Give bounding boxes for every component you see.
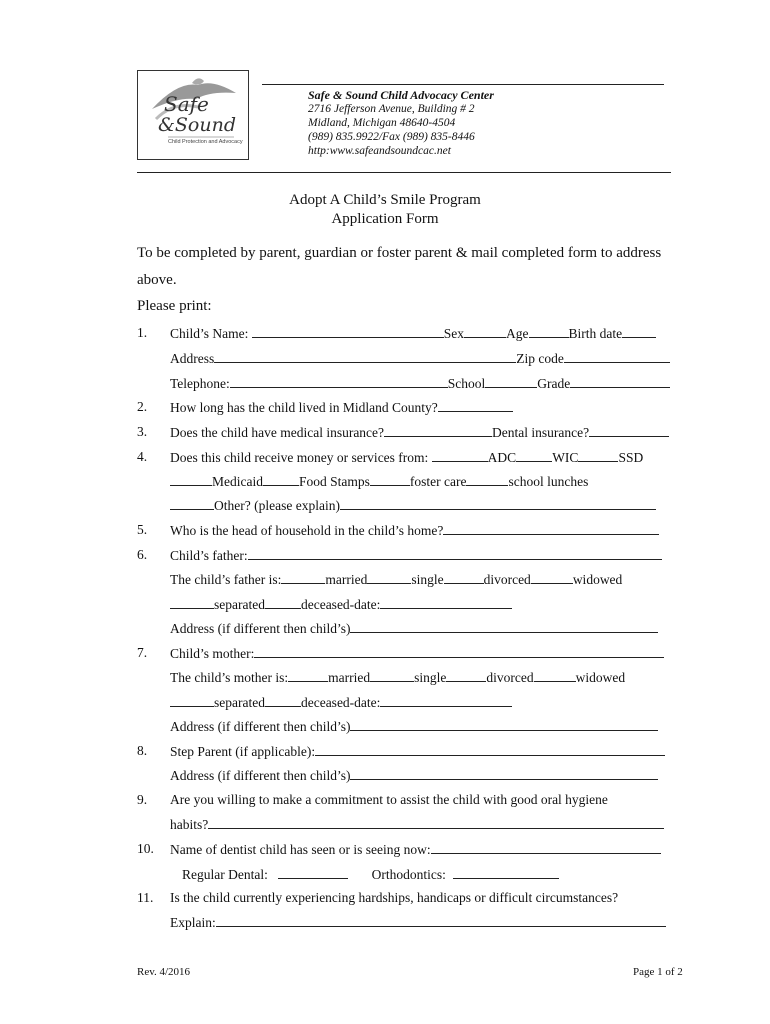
q5-row: Who is the head of household in the child’s home?: [170, 522, 659, 539]
q6-status-row: The child’s father is: married single divorced widowed: [170, 572, 623, 587]
logo-tagline: Child Protection and Advocacy: [168, 139, 243, 145]
father-single-field[interactable]: [367, 571, 411, 584]
item-number: 7.: [137, 645, 148, 660]
mother-single-field[interactable]: [370, 669, 414, 682]
address-line-1: 2716 Jefferson Avenue, Building # 2: [308, 103, 475, 115]
page-number: Page 1 of 2: [633, 966, 683, 978]
q11-row: Is the child currently experiencing hardships, handicaps or difficult circumstances?: [170, 890, 619, 905]
address-line-2: Midland, Michigan 48640-4504: [308, 117, 456, 129]
father-divorced-field[interactable]: [444, 571, 484, 584]
father-married-field[interactable]: [281, 571, 325, 584]
school-lunches-field[interactable]: [466, 473, 508, 486]
adc-field[interactable]: [432, 449, 488, 462]
mother-widowed-field[interactable]: [534, 669, 576, 682]
explain-field[interactable]: [216, 914, 666, 927]
intro-line-1: To be completed by parent, guardian or foster parent & mail completed form to address: [137, 245, 662, 261]
mother-address-field[interactable]: [350, 718, 658, 731]
item-number: 10.: [137, 841, 154, 856]
item-number: 8.: [137, 743, 148, 758]
father-widowed-field[interactable]: [531, 571, 573, 584]
age-field[interactable]: [529, 325, 569, 338]
website: http:www.safeandsoundcac.net: [308, 145, 451, 157]
q10-type-row: Regular Dental: Orthodontics:: [182, 866, 559, 883]
header-address-block: [308, 88, 494, 158]
q4-row: Does this child receive money or services from: ADC WIC SSD: [170, 450, 644, 465]
item-number: 4.: [137, 449, 148, 464]
father-name-field[interactable]: [248, 547, 662, 560]
logo: [137, 70, 249, 160]
mother-deceased-check-field[interactable]: [265, 694, 301, 707]
father-address-field[interactable]: [350, 620, 658, 633]
q8-step-parent-row: Step Parent (if applicable):: [170, 743, 665, 760]
childs-name-field[interactable]: [252, 325, 444, 338]
dental-insurance-field[interactable]: [589, 424, 669, 437]
item-number: 6.: [137, 547, 148, 562]
revision-label: Rev. 4/2016: [137, 966, 191, 978]
item-number: 1.: [137, 325, 148, 340]
father-deceased-check-field[interactable]: [265, 596, 301, 609]
form-title: [0, 192, 770, 228]
org-name: Safe & Sound Child Advocacy Center: [308, 88, 494, 102]
residency-duration-field[interactable]: [438, 399, 513, 412]
ssd-field[interactable]: [578, 449, 618, 462]
title-line-2: Application Form: [331, 211, 439, 227]
q1-name-row: Child’s Name: Sex Age Birth date: [170, 325, 656, 342]
commitment-field[interactable]: [208, 816, 664, 829]
q4-other-row: Other? (please explain): [170, 497, 656, 514]
address-field[interactable]: [214, 350, 516, 363]
logo-graphic: [138, 71, 248, 159]
logo-text-sound: &Sound: [158, 114, 237, 136]
item-number: 2.: [137, 399, 148, 414]
q6-separated-row: separated deceased-date:: [170, 596, 512, 613]
header-bottom-rule: [137, 172, 671, 173]
foster-care-field[interactable]: [370, 473, 410, 486]
logo-text-safe: Safe: [164, 92, 209, 116]
mother-name-field[interactable]: [254, 645, 664, 658]
item-number: 3.: [137, 424, 148, 439]
q7-status-row: The child’s mother is: married single divorced widowed: [170, 670, 626, 685]
intro-line-2: above.: [137, 272, 177, 288]
father-separated-field[interactable]: [170, 596, 214, 609]
q9-habits-row: habits?: [170, 816, 664, 833]
q7-mother-row: Child’s mother:: [170, 645, 664, 662]
q7-separated-row: separated deceased-date:: [170, 694, 512, 711]
q9-line-1: Are you willing to make a commitment to assist the child with good oral hygiene: [170, 792, 608, 807]
q6-father-row: Child’s father:: [170, 547, 662, 564]
medical-insurance-field[interactable]: [384, 424, 492, 437]
header-top-rule: [262, 84, 664, 85]
food-stamps-field[interactable]: [263, 473, 299, 486]
orthodontics-field[interactable]: [453, 866, 559, 879]
head-of-household-field[interactable]: [443, 522, 659, 535]
medicaid-field[interactable]: [170, 473, 212, 486]
q1-address-row: Address Zip code: [170, 350, 670, 367]
please-print: Please print:: [137, 298, 212, 314]
q10-dentist-row: Name of dentist child has seen or is seeing now:: [170, 841, 661, 858]
step-parent-field[interactable]: [315, 743, 665, 756]
dentist-name-field[interactable]: [431, 841, 661, 854]
q2-row: How long has the child lived in Midland County?: [170, 399, 513, 416]
q4-services-row: Medicaid Food Stamps foster care school lunches: [170, 473, 588, 490]
mother-deceased-date-field[interactable]: [380, 694, 512, 707]
wic-field[interactable]: [516, 449, 552, 462]
zip-code-field[interactable]: [564, 350, 670, 363]
q1-telephone-row: Telephone: School Grade: [170, 375, 670, 392]
q8-address-row: Address (if different then child’s): [170, 767, 658, 784]
birth-date-field[interactable]: [622, 325, 656, 338]
other-explain-field[interactable]: [340, 497, 656, 510]
regular-dental-field[interactable]: [278, 866, 348, 879]
item-number: 9.: [137, 792, 148, 807]
sex-field[interactable]: [464, 325, 506, 338]
mother-separated-field[interactable]: [170, 694, 214, 707]
item-number: 11.: [137, 890, 154, 905]
telephone-field[interactable]: [230, 375, 448, 388]
step-parent-address-field[interactable]: [350, 767, 658, 780]
father-deceased-date-field[interactable]: [380, 596, 512, 609]
mother-married-field[interactable]: [288, 669, 328, 682]
school-field[interactable]: [485, 375, 537, 388]
phone-fax: (989) 835.9922/Fax (989) 835-8446: [308, 131, 475, 143]
mother-divorced-field[interactable]: [446, 669, 486, 682]
grade-field[interactable]: [570, 375, 670, 388]
item-number: 5.: [137, 522, 148, 537]
title-line-1: Adopt A Child’s Smile Program: [289, 192, 481, 208]
q3-row: Does the child have medical insurance? Dental insurance?: [170, 424, 669, 441]
q7-address-row: Address (if different then child’s): [170, 718, 658, 735]
q6-address-row: Address (if different then child’s): [170, 620, 658, 637]
q11-explain-row: Explain:: [170, 914, 666, 931]
other-check-field[interactable]: [170, 497, 214, 510]
